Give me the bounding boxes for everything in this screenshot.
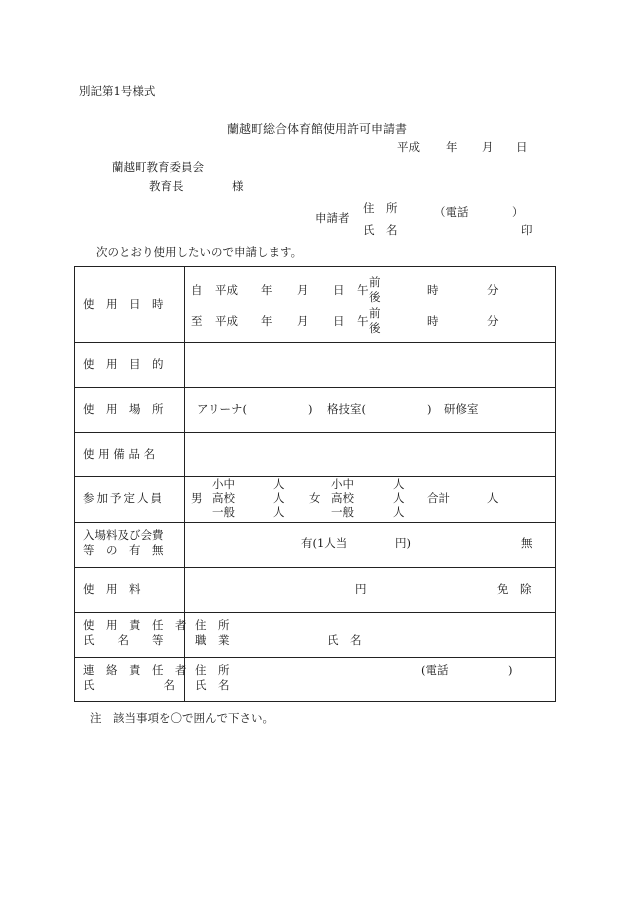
to-ampm: 午 — [357, 314, 369, 328]
row-divider — [75, 476, 555, 477]
row-label-line1: 入場料及び会費 — [83, 528, 164, 542]
from-ampm: 午 — [357, 283, 369, 297]
addressee-org: 蘭越町教育委員会 — [112, 160, 204, 174]
female-high: 高校 — [331, 491, 354, 505]
document-title: 蘭越町総合体育館使用許可申請書 — [227, 122, 408, 136]
usage-fee-exempt: 免 除 — [497, 582, 532, 596]
total-label: 合計 — [427, 491, 450, 505]
to-pm: 後 — [369, 321, 381, 335]
row-label-line1: 連 絡 責 任 者 — [83, 663, 187, 677]
to-day: 日 — [333, 314, 345, 328]
date-era: 平成 — [397, 140, 420, 154]
to-month: 月 — [297, 314, 309, 328]
row-divider — [75, 657, 555, 658]
person-unit: 人 — [393, 505, 405, 519]
from-hour: 時 — [427, 283, 439, 297]
applicant-label: 申請者 — [315, 211, 350, 225]
row-label: 参加予定人員 — [83, 491, 164, 505]
applicant-phone-label: （電話 — [434, 205, 469, 219]
row-label-line1: 使 用 責 任 者 — [83, 618, 187, 632]
to-minute: 分 — [487, 314, 499, 328]
column-divider — [184, 267, 185, 701]
responsible-address-label: 住 所 — [195, 618, 230, 632]
applicant-phone-close: ） — [512, 205, 524, 219]
from-month: 月 — [297, 283, 309, 297]
person-unit: 人 — [273, 505, 285, 519]
female-label: 女 — [309, 491, 321, 505]
to-prefix: 至 — [191, 314, 203, 328]
contact-phone-label: (電話 — [421, 663, 449, 677]
to-hour: 時 — [427, 314, 439, 328]
row-divider — [75, 342, 555, 343]
from-year: 年 — [261, 283, 273, 297]
row-label-line2: 氏 名 等 — [83, 633, 164, 647]
addressee-title: 教育長 — [149, 179, 184, 193]
to-year: 年 — [261, 314, 273, 328]
martial-arts-room-option: 格技室( — [327, 402, 366, 416]
footnote: 注 該当事項を〇で囲んで下さい。 — [90, 711, 274, 725]
row-divider — [75, 567, 555, 568]
martial-close: ) — [427, 402, 432, 416]
person-unit: 人 — [393, 477, 405, 491]
arena-option: アリーナ( — [197, 402, 248, 416]
from-prefix: 自 — [191, 283, 203, 297]
addressee-honorific: 様 — [232, 179, 244, 193]
row-divider — [75, 522, 555, 523]
row-label: 使 用 目 的 — [83, 357, 164, 371]
intro-text: 次のとおり使用したいので申請します。 — [96, 245, 303, 259]
person-unit: 人 — [273, 491, 285, 505]
male-label: 男 — [191, 491, 203, 505]
application-form-table — [74, 266, 556, 702]
row-label: 使 用 備 品 名 — [83, 447, 156, 461]
row-label: 使 用 料 — [83, 582, 141, 596]
fee-yes-option: 有(1人当 — [301, 536, 348, 550]
from-am: 前 — [369, 275, 381, 289]
female-elementary: 小中 — [331, 477, 354, 491]
responsible-name-label: 氏 名 — [327, 633, 362, 647]
date-day: 日 — [516, 140, 528, 154]
date-year: 年 — [446, 140, 458, 154]
from-pm: 後 — [369, 290, 381, 304]
row-divider — [75, 432, 555, 433]
row-label-line2: 氏 名 — [83, 678, 175, 692]
row-label: 使 用 場 所 — [83, 402, 164, 416]
from-era: 平成 — [215, 283, 238, 297]
seminar-room-option: 研修室 — [444, 402, 479, 416]
contact-address-label: 住 所 — [195, 663, 230, 677]
fee-no-option: 無 — [521, 536, 533, 550]
fee-yen: 円) — [395, 536, 411, 550]
seal-mark: 印 — [521, 223, 533, 237]
contact-name-label: 氏 名 — [195, 678, 230, 692]
male-high: 高校 — [212, 491, 235, 505]
arena-close: ) — [308, 402, 313, 416]
person-unit: 人 — [487, 491, 499, 505]
applicant-address-label: 住 所 — [363, 201, 398, 215]
row-label: 使 用 日 時 — [83, 297, 164, 311]
applicant-name-label: 氏 名 — [363, 223, 398, 237]
to-era: 平成 — [215, 314, 238, 328]
male-elementary: 小中 — [212, 477, 235, 491]
female-general: 一般 — [331, 505, 354, 519]
row-label-line2: 等 の 有 無 — [83, 543, 164, 557]
usage-fee-yen: 円 — [355, 582, 367, 596]
contact-phone-close: ) — [508, 663, 513, 677]
person-unit: 人 — [273, 477, 285, 491]
to-am: 前 — [369, 306, 381, 320]
form-number: 別記第1号様式 — [79, 84, 156, 98]
row-divider — [75, 387, 555, 388]
responsible-job-label: 職 業 — [195, 633, 230, 647]
row-divider — [75, 612, 555, 613]
from-minute: 分 — [487, 283, 499, 297]
male-general: 一般 — [212, 505, 235, 519]
from-day: 日 — [333, 283, 345, 297]
person-unit: 人 — [393, 491, 405, 505]
date-month: 月 — [482, 140, 494, 154]
